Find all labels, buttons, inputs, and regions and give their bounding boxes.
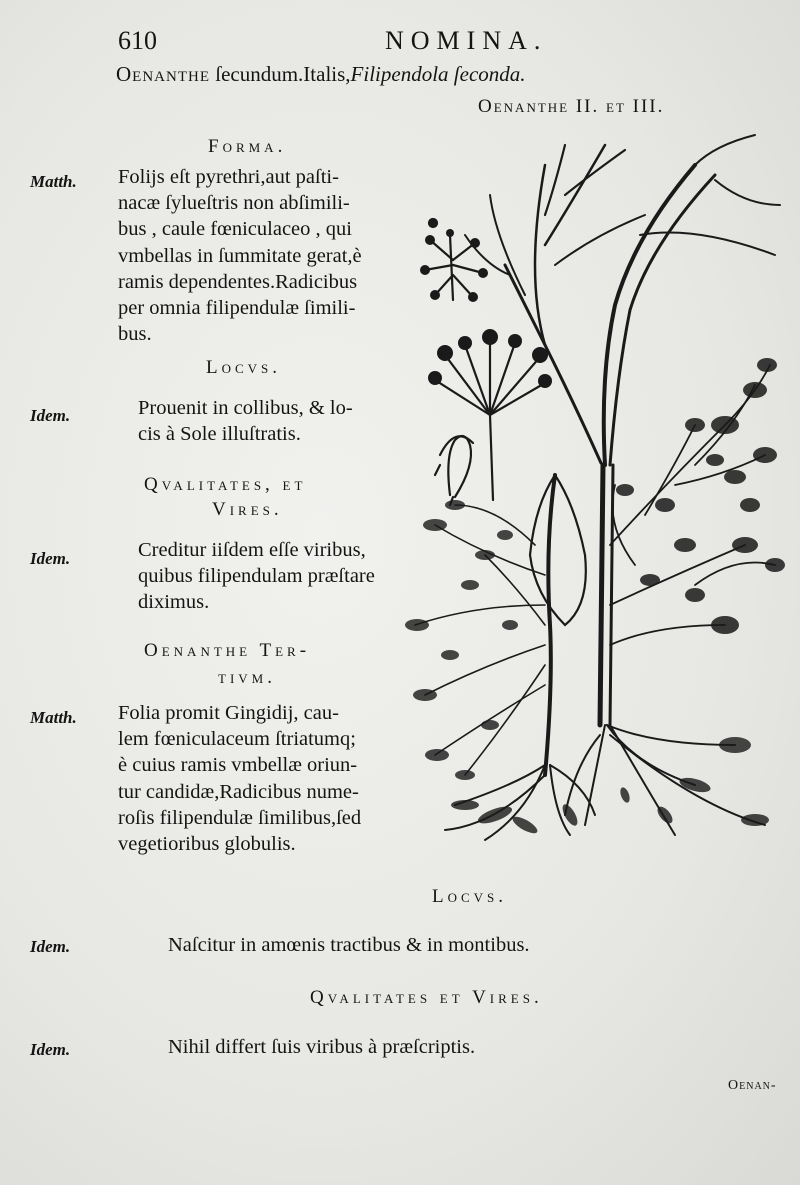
entry-title	[116, 62, 526, 87]
margin-note-qualitates: Idem.	[30, 549, 71, 568]
text-line: bus , caule fœniculaceo , qui	[118, 218, 352, 241]
paragraph-forma	[118, 164, 408, 347]
heading-qualitates: Qvalitates, et	[144, 474, 307, 495]
entry-title-rest: ſecundum.Italis,	[209, 62, 351, 86]
text-line: cis à Sole illuſtratis.	[138, 423, 301, 446]
text-line: lem fœniculaceum ſtriatumq;	[118, 728, 356, 751]
heading-locus: Locvs.	[206, 357, 282, 378]
text-line: vegetioribus globulis.	[118, 833, 296, 856]
paragraph-qualitates	[138, 537, 428, 616]
paragraph-locus	[138, 395, 428, 447]
umbel-detail-2	[435, 340, 545, 500]
running-head: NOMINA.	[385, 26, 548, 55]
text-line: è cuius ramis vmbellæ oriun-	[118, 754, 358, 777]
margin-note-tertium: Matth.	[30, 708, 77, 727]
entry-title-italian: Filipendola ſeconda.	[350, 62, 526, 86]
page-number: 610	[118, 26, 157, 55]
text-line: vmbellas in ſummitate gerat,è	[118, 244, 362, 267]
catchword: Oenan-	[728, 1078, 777, 1093]
heading-locus-2: Locvs.	[432, 886, 508, 907]
text-line: Folia promit Gingidij, cau-	[118, 702, 339, 724]
text-line: Creditur iiſdem eſſe viribus,	[138, 539, 366, 561]
text-line: per omnia filipendulæ ſimili-	[118, 297, 356, 320]
heading-qualitates-2: Qvalitates et Vires.	[310, 987, 543, 1008]
text-line: ramis dependentes.Radicibus	[118, 270, 358, 293]
margin-note-locus: Idem.	[30, 406, 71, 425]
margin-note-locus-2: Idem.	[30, 937, 71, 956]
plate-caption: Oenanthe II. et III.	[478, 96, 665, 117]
text-line: bus.	[118, 323, 152, 346]
heading-oenanthe-tertium: Oenanthe Ter-	[144, 640, 311, 661]
paragraph-locus-2: Naſcitur in amœnis tractibus & in montibus.	[168, 934, 530, 956]
text-line: diximus.	[138, 591, 210, 614]
text-line: nacæ ſylueſtris non abſimili-	[118, 192, 350, 215]
paragraph-qualitates-2: Nihil differt ſuis viribus à præſcriptis.	[168, 1036, 476, 1058]
foliage-left	[415, 505, 545, 775]
paragraph-tertium	[118, 700, 408, 857]
margin-note-qualitates-2: Idem.	[30, 1040, 71, 1059]
heading-forma: Forma.	[208, 136, 287, 157]
text-line: roſis filipendulæ ſimilibus,ſed	[118, 806, 362, 829]
margin-note-forma: Matth.	[30, 172, 77, 191]
heading-oenanthe-tertium-line2: tivm.	[218, 667, 276, 688]
text-line: tur candidæ,Radicibus nume-	[118, 780, 359, 803]
text-line: Folijs eſt pyrethri,aut paſti-	[118, 166, 339, 188]
text-line: quibus filipendulam præſtare	[138, 565, 375, 588]
entry-title-name: Oenanthe	[116, 62, 210, 86]
text-line: Prouenit in collibus, & lo-	[138, 397, 353, 419]
heading-qualitates-line2: Vires.	[212, 499, 283, 520]
plant-woodcut-illustration	[395, 125, 790, 865]
